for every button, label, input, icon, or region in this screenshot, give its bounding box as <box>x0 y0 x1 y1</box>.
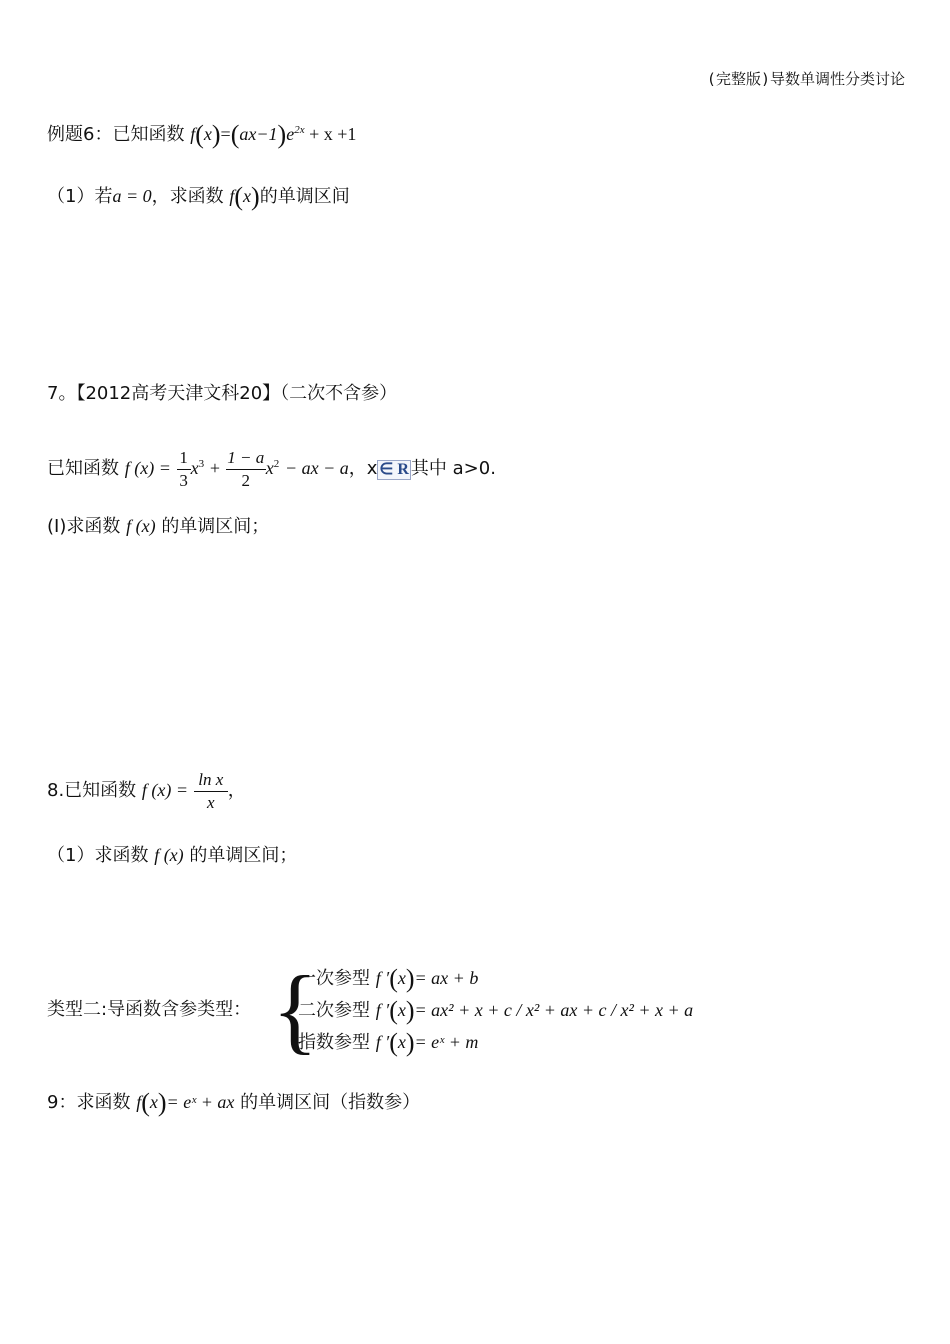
fraction-one-third: $\frac{1}{3}$ <box>177 447 191 492</box>
document-header: (完整版)导数单调性分类讨论 <box>706 70 905 88</box>
example-9-formula: f(x)= eˣ + ax <box>136 1088 235 1117</box>
example-6-question-1: （1）若a = 0，求函数 f(x)的单调区间 <box>47 182 350 211</box>
case-linear-param: 一次参型 f ′(x)= ax + b <box>298 964 479 993</box>
case-exponential-param: 指数参型 f ′(x)= eˣ + m <box>298 1028 479 1057</box>
example-6-fx: f(x) <box>229 182 260 211</box>
example-8-statement: 8.已知函数 f (x) = $\frac{\text{ln x}}{x}$ ， <box>47 769 246 812</box>
example-8-question-1: （1）求函数 f (x) 的单调区间； <box>47 845 298 866</box>
fraction-one-minus-a-over-two: $\frac{1 - a}{2}$ <box>227 447 265 490</box>
example-9-statement: 9：求函数 f(x)= eˣ + ax 的单调区间（指数参） <box>47 1088 421 1117</box>
example-7-title: 7。【2012高考天津文科20】（二次不含参） <box>47 383 398 404</box>
example-7-statement: 已知函数 f (x) = $\frac{1}{3}$ $x^3$ + $\frac{1 - a}{2}$ $x^2$ − ax − a，x ∈ R 其中 a>0. <box>47 447 496 490</box>
case-quadratic-param: 二次参型 f ′(x)= ax² + x + c / x² + ax + c / x² + x + a <box>298 996 694 1025</box>
fraction-lnx-over-x: $\frac{\text{ln x}}{x}$ <box>194 769 228 814</box>
element-of-reals-symbol: ∈ R <box>379 461 409 478</box>
example-7-question-1: (Ⅰ)求函数 f (x) 的单调区间； <box>47 516 270 537</box>
type-2-label: 类型二:导函数含参类型： <box>47 999 252 1020</box>
example-6-label: 例题6：已知函数 <box>47 124 185 145</box>
left-brace: { <box>272 956 319 1063</box>
example-6-formula: $f(x)=(ax-1)e^{2x} + x +1$ <box>190 120 357 149</box>
example-6-statement <box>47 118 356 147</box>
